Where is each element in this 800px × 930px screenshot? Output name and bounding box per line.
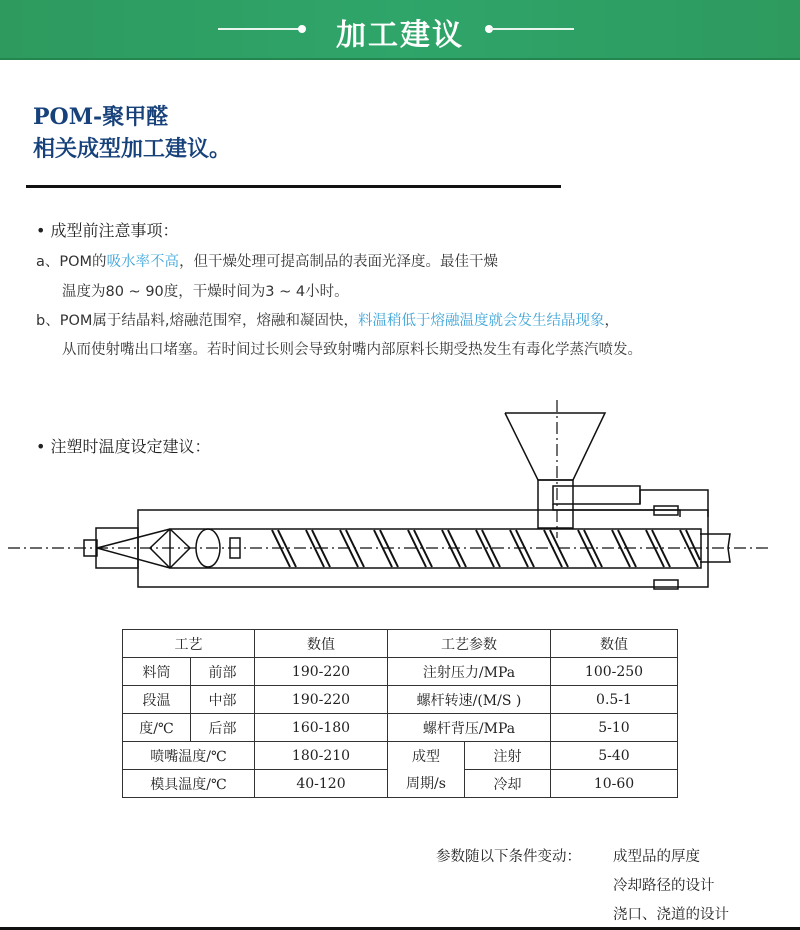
row-value: 160-180 <box>255 714 388 742</box>
row-value: 190-220 <box>255 686 388 714</box>
row-group-label: 段温 <box>123 686 191 714</box>
banner-title: 加工建议 <box>336 18 464 53</box>
row-value: 190-220 <box>255 658 388 686</box>
row-param: 螺杆背压/MPa <box>388 714 551 742</box>
row-param-value: 5-10 <box>551 714 678 742</box>
table-header-row <box>123 630 678 658</box>
row-param-value: 100-250 <box>551 658 678 686</box>
row-group-label: 度/℃ <box>123 714 191 742</box>
material-subtitle: 相关成型加工建议。 <box>33 136 232 162</box>
heading-divider <box>26 185 561 188</box>
note-a-line2: 温度为80 ~ 90度，干燥时间为3 ~ 4小时。 <box>62 284 349 300</box>
note-b-suffix: ， <box>604 313 619 329</box>
row-param-value: 0.5-1 <box>551 686 678 714</box>
row-zone-label: 中部 <box>191 686 255 714</box>
injection-screw-barrel-diagram <box>0 400 800 600</box>
variation-item: 浇口、浇道的设计 <box>613 907 729 923</box>
note-a-prefix: a、POM的 <box>36 254 107 270</box>
cycle-label-line2: 周期/s <box>388 770 465 798</box>
variation-item: 成型品的厚度 <box>613 849 700 865</box>
temperature-settings-title: • 注塑时温度设定建议： <box>36 437 211 456</box>
process-parameters-table <box>122 629 678 798</box>
table-row <box>123 686 678 714</box>
hopper-icon <box>505 413 605 480</box>
inject-time-label: 注射 <box>465 742 551 770</box>
table-row <box>123 714 678 742</box>
nozzle-temp-label: 喷嘴温度/℃ <box>123 742 255 770</box>
note-b-prefix: b、POM属于结晶料,熔融范围窄，熔融和凝固快， <box>36 313 358 329</box>
header-value: 数值 <box>255 630 388 658</box>
header-process: 工艺 <box>123 630 255 658</box>
section-banner <box>0 0 800 60</box>
table-row <box>123 658 678 686</box>
note-b-line2: 从而使射嘴出口堵塞。若时间过长则会导致射嘴内部原料长期受热发生有毒化学蒸汽喷发。 <box>62 342 642 358</box>
material-title: POM-聚甲醛 <box>33 104 169 130</box>
row-zone-label: 后部 <box>191 714 255 742</box>
table-row <box>123 770 678 798</box>
header-param-value: 数值 <box>551 630 678 658</box>
row-param: 螺杆转速/(M/S ) <box>388 686 551 714</box>
banner-right-line <box>490 28 574 30</box>
variation-item: 冷却路径的设计 <box>613 878 715 894</box>
pre-molding-notes-title: • 成型前注意事项： <box>36 221 179 240</box>
row-zone-label: 前部 <box>191 658 255 686</box>
note-a-highlight: 吸水率不高 <box>106 254 180 270</box>
note-a-suffix: ，但干燥处理可提高制品的表面光泽度。最佳干燥 <box>179 254 499 270</box>
mold-temp-label: 模具温度/℃ <box>123 770 255 798</box>
table-row <box>123 742 678 770</box>
variation-label: 参数随以下条件变动： <box>436 849 581 865</box>
cycle-label-line1: 成型 <box>388 742 465 770</box>
note-a-line1 <box>36 250 498 271</box>
row-group-label: 料筒 <box>123 658 191 686</box>
row-param: 注射压力/MPa <box>388 658 551 686</box>
header-param: 工艺参数 <box>388 630 551 658</box>
mold-temp-value: 40-120 <box>255 770 388 798</box>
inject-time-value: 5-40 <box>551 742 678 770</box>
nozzle-temp-value: 180-210 <box>255 742 388 770</box>
note-b-line1 <box>36 309 619 330</box>
cool-time-value: 10-60 <box>551 770 678 798</box>
cool-time-label: 冷却 <box>465 770 551 798</box>
note-b-highlight: 料温稍低于熔融温度就会发生结晶现象 <box>357 313 605 329</box>
